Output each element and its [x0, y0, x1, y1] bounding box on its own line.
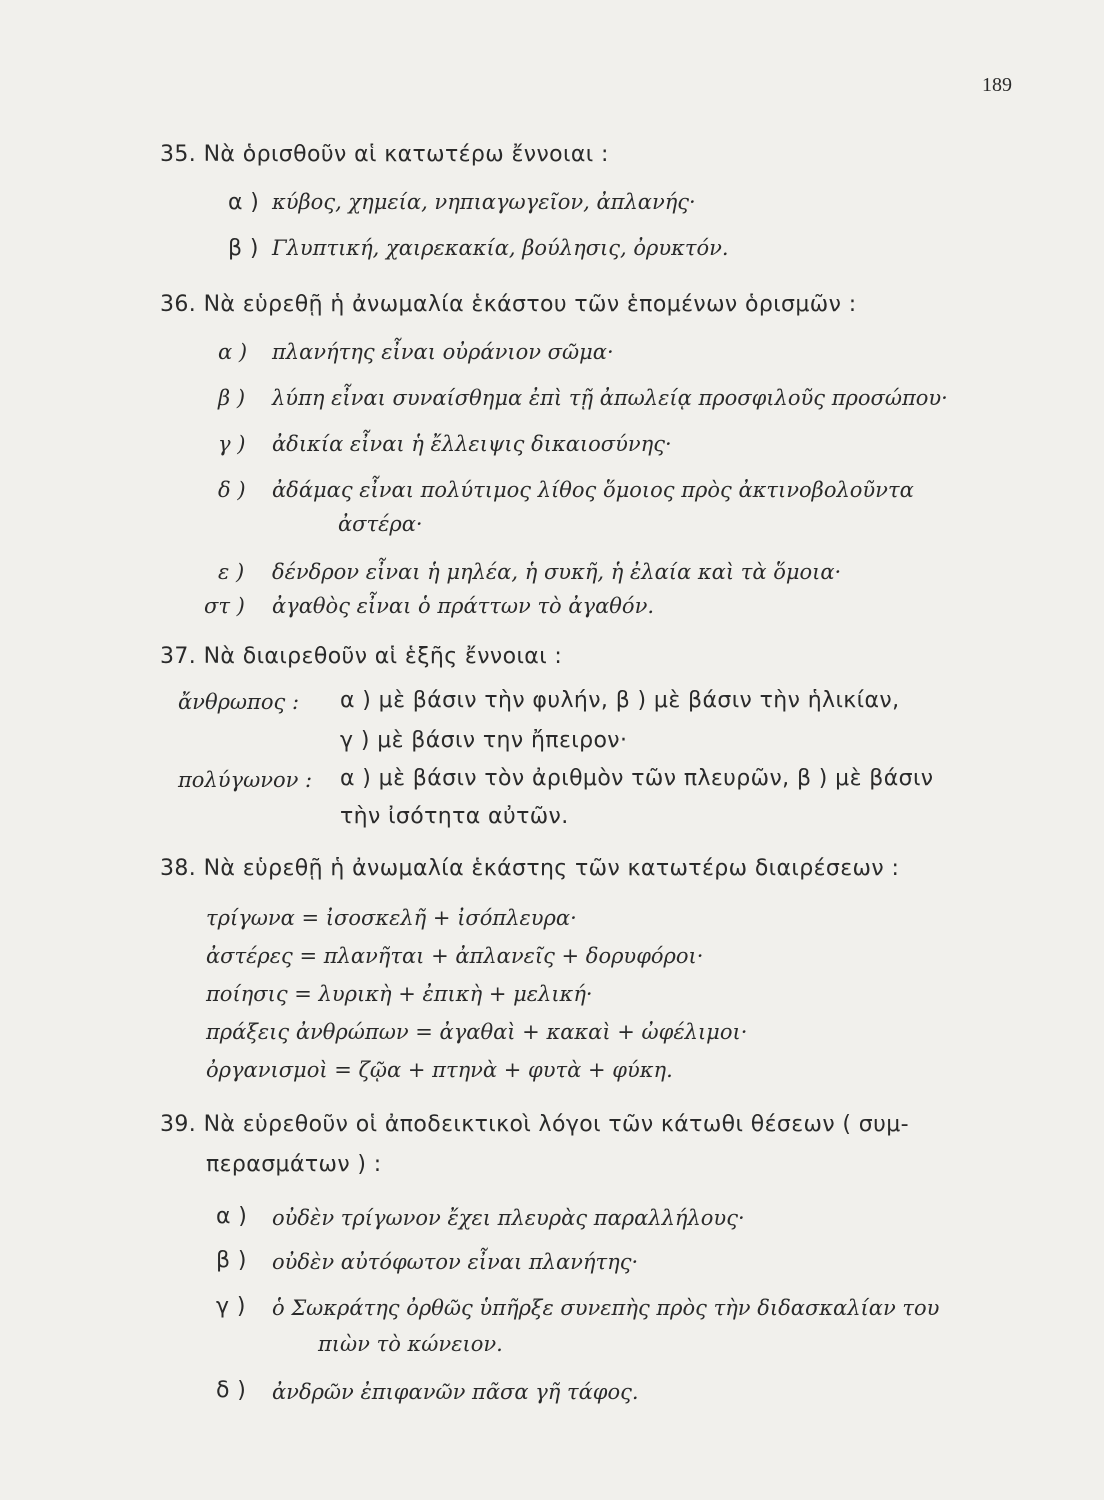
- q36-heading: 36. Νὰ εὑρεθῇ ἡ ἀνωμαλία ἑκάστου τῶν ἑπομένων ὁρισμῶν :: [160, 292, 857, 317]
- q35-a-label: α ): [228, 190, 260, 215]
- q38-row: ποίησις = λυρικὴ + ἐπικὴ + μελική·: [206, 982, 593, 1006]
- q37-heading: 37. Νὰ διαιρεθοῦν αἱ ἑξῆς ἔννοιαι :: [160, 644, 563, 669]
- q39-g-text: ὁ Σωκράτης ὀρθῶς ὑπῆρξε συνεπὴς πρὸς τὴν διδασκαλίαν του: [272, 1296, 940, 1320]
- q38-heading: 38. Νὰ εὑρεθῇ ἡ ἀνωμαλία ἑκάστης τῶν κατωτέρω διαιρέσεων :: [160, 856, 900, 881]
- q36-d-cont: ἀστέρα·: [338, 512, 423, 536]
- q36-e-text: δένδρον εἶναι ἡ μηλέα, ἡ συκῆ, ἡ ἐλαία καὶ τὰ ὅμοια·: [272, 560, 842, 584]
- q36-b-label: β ): [218, 386, 246, 410]
- q36-a-label: α ): [218, 340, 248, 364]
- q37-term2: πολύγωνον :: [178, 768, 313, 792]
- q39-b-text: οὐδὲν αὐτόφωτον εἶναι πλανήτης·: [272, 1250, 639, 1274]
- q39-a-text: οὐδὲν τρίγωνον ἔχει πλευρὰς παραλλήλους·: [272, 1206, 745, 1230]
- q37-term2-line1: α ) μὲ βάσιν τὸν ἀριθμὸν τῶν πλευρῶν, β ) μὲ βάσιν: [340, 766, 934, 791]
- q39-d-label: δ ): [216, 1378, 247, 1403]
- q38-row: πράξεις ἀνθρώπων = ἀγαθαὶ + κακαὶ + ὠφέλιμοι·: [206, 1020, 748, 1044]
- page-number: 189: [982, 74, 1012, 96]
- q35-a-text: κύβος, χημεία, νηπιαγωγεῖον, ἀπλανής·: [272, 190, 696, 214]
- q39-g-label: γ ): [216, 1294, 246, 1319]
- q35-b-text: Γλυπτική, χαιρεκακία, βούλησις, ὀρυκτόν.: [272, 236, 729, 260]
- q39-b-label: β ): [216, 1248, 247, 1273]
- q36-b-text: λύπη εἶναι συναίσθημα ἐπὶ τῇ ἀπωλείᾳ προσφιλοῦς προσώπου·: [272, 386, 948, 410]
- q39-d-text: ἀνδρῶν ἐπιφανῶν πᾶσα γῆ τάφος.: [272, 1380, 639, 1404]
- q37-term1-line1: α ) μὲ βάσιν τὴν φυλήν, β ) μὲ βάσιν τὴν ἡλικίαν,: [340, 688, 900, 713]
- q38-row: ἀστέρες = πλανῆται + ἀπλανεῖς + δορυφόροι·: [206, 944, 704, 968]
- q36-g-text: ἀδικία εἶναι ἡ ἔλλειψις δικαιοσύνης·: [272, 432, 672, 456]
- q39-heading-cont: περασμάτων ) :: [206, 1152, 382, 1177]
- q36-d-text: ἀδάμας εἶναι πολύτιμος λίθος ὅμοιος πρὸς ἀκτινοβολοῦντα: [272, 478, 914, 502]
- q38-row: τρίγωνα = ἰσοσκελῆ + ἰσόπλευρα·: [206, 906, 577, 930]
- q35-b-label: β ): [228, 236, 259, 261]
- q35-heading: 35. Νὰ ὁρισθοῦν αἱ κατωτέρω ἔννοιαι :: [160, 142, 609, 167]
- q39-heading: 39. Νὰ εὑρεθοῦν οἱ ἀποδεικτικοὶ λόγοι τῶν κάτωθι θέσεων ( συμ-: [160, 1112, 910, 1137]
- q36-d-label: δ ): [218, 478, 246, 502]
- q36-e-label: ε ): [218, 560, 245, 584]
- q38-row: ὀργανισμοὶ = ζῷα + πτηνὰ + φυτὰ + φύκη.: [206, 1058, 673, 1082]
- q37-term1: ἄνθρωπος :: [178, 690, 300, 714]
- q36-a-text: πλανήτης εἶναι οὐράνιον σῶμα·: [272, 340, 614, 364]
- q39-g-cont: πιὼν τὸ κώνειον.: [318, 1332, 503, 1356]
- q37-term1-line2: γ ) μὲ βάσιν την ἤπειρον·: [340, 728, 628, 753]
- q36-st-label: στ ): [204, 594, 245, 618]
- q36-st-text: ἀγαθὸς εἶναι ὁ πράττων τὸ ἀγαθόν.: [272, 594, 655, 618]
- q39-a-label: α ): [216, 1204, 248, 1229]
- q36-g-label: γ ): [218, 432, 246, 456]
- q37-term2-line2: τὴν ἰσότητα αὐτῶν.: [340, 804, 569, 829]
